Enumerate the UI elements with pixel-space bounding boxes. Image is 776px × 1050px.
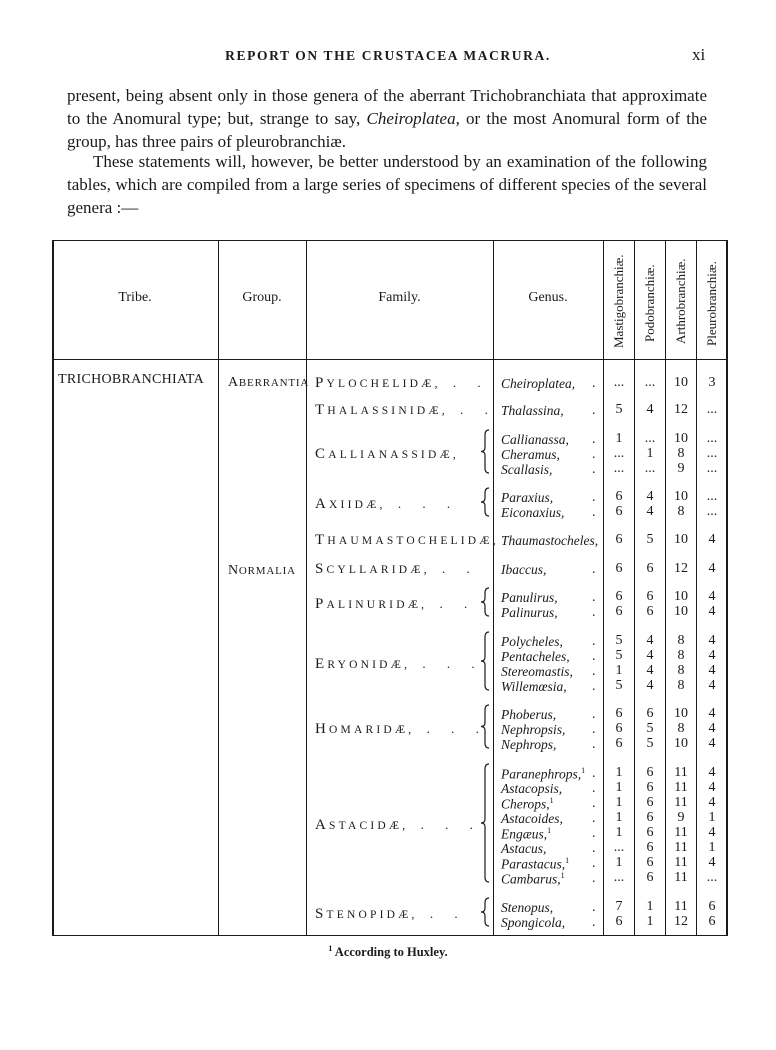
genus-text: Astacopsis, (501, 781, 563, 796)
value-mastigo: ... (613, 461, 625, 476)
value-podo: ... (644, 431, 656, 446)
family-astacidae (315, 817, 482, 834)
leader-dot: . (592, 841, 596, 856)
value-arthro: 9 (677, 461, 685, 476)
family-initial: P (315, 375, 327, 391)
footnote-ref: 1 (549, 796, 554, 805)
value-podo: 5 (646, 721, 654, 736)
genus-text: Callianassa, (501, 432, 569, 447)
value-pleuro: ... (706, 489, 718, 504)
value-pleuro: ... (706, 431, 718, 446)
leader-dot: . (592, 781, 596, 796)
header-tribe: Tribe. (118, 290, 152, 305)
value-podo: 6 (646, 810, 654, 825)
family-axiidae (315, 496, 459, 513)
genus-name (501, 447, 560, 463)
leader-dot: . (592, 737, 596, 752)
leader-dot: . (592, 826, 596, 841)
family-initial: S (315, 561, 327, 577)
family-rest: YLOCHELIDÆ, (326, 378, 441, 390)
value-mastigo: 1 (615, 765, 623, 780)
family-rest: RYONIDÆ, (327, 659, 411, 671)
leader-dot: . (592, 634, 596, 649)
value-mastigo: 1 (615, 431, 623, 446)
family-initial: A (315, 496, 330, 512)
value-pleuro: 4 (708, 561, 716, 576)
genus-name (501, 533, 598, 549)
value-podo: ... (644, 461, 656, 476)
value-arthro: 10 (674, 706, 688, 721)
leader-dots: . . (417, 906, 467, 921)
genus-name (501, 462, 552, 478)
value-arthro: 8 (677, 633, 685, 648)
value-mastigo: 1 (615, 855, 623, 870)
paragraph-2: These statements will, however, be better understood by an examination of the following tables, which are compiled from a large series of specimens of different species of the several genera :— (67, 152, 707, 217)
value-pleuro: 1 (708, 810, 716, 825)
header-family: Family. (378, 290, 421, 305)
curly-brace (480, 487, 490, 517)
genus-text: Stenopus, (501, 900, 554, 915)
value-mastigo: 1 (615, 663, 623, 678)
value-pleuro: 4 (708, 663, 716, 678)
family-initial: E (315, 656, 328, 672)
genus-text: Willemœsia, (501, 679, 567, 694)
value-podo: 1 (646, 899, 654, 914)
curly-brace (480, 704, 490, 749)
value-mastigo: 6 (615, 504, 623, 519)
value-pleuro: ... (706, 504, 718, 519)
value-podo: 6 (646, 604, 654, 619)
header-arthrobranchiae: Arthrobranchiæ. (673, 258, 688, 344)
genus-text: Polycheles, (501, 634, 563, 649)
value-mastigo: 1 (615, 780, 623, 795)
paragraph-1-part-a: present, being absent only in those genera of the aberrant Trichobranchiata that approximate to the Anomural type; but, strange to say, (67, 86, 707, 128)
family-rest: STACIDÆ, (329, 820, 409, 832)
value-podo: 6 (646, 840, 654, 855)
footnote-ref: 1 (565, 856, 570, 865)
genus-text: Cherops, (501, 796, 550, 812)
table-header-rule (52, 359, 727, 360)
family-thalassinidae (315, 402, 497, 419)
value-podo: 5 (646, 532, 654, 547)
value-podo: 4 (646, 648, 654, 663)
genus-text: Thalassina, (501, 403, 564, 418)
genus-name (501, 722, 565, 738)
family-thaumastochelidae (315, 532, 499, 549)
table-top-rule (52, 240, 727, 241)
value-mastigo: 6 (615, 736, 623, 751)
genus-name (501, 376, 575, 392)
genus-text: Engæus, (501, 826, 548, 842)
value-mastigo: ... (613, 446, 625, 461)
curly-brace (480, 897, 490, 927)
genus-name (501, 634, 563, 650)
group-initial: A (228, 375, 239, 390)
genus-text: Scallasis, (501, 462, 553, 477)
value-arthro: 8 (677, 648, 685, 663)
value-mastigo: 5 (615, 648, 623, 663)
family-palinuridae (315, 596, 476, 613)
genus-name (501, 664, 573, 680)
value-arthro: 8 (677, 504, 685, 519)
leader-dots: . . (447, 402, 497, 417)
leader-dot: . (592, 605, 596, 620)
genus-name (501, 811, 563, 827)
family-rest: OMARIDÆ, (329, 724, 415, 736)
value-arthro: 11 (674, 840, 688, 855)
genus-name (501, 562, 546, 578)
genus-text: Eiconaxius, (501, 505, 565, 520)
value-podo: 6 (646, 706, 654, 721)
value-arthro: 11 (674, 870, 688, 885)
leader-dots: . . (427, 596, 477, 611)
value-podo: 1 (646, 446, 654, 461)
footnote-ref: 1 (560, 871, 565, 880)
value-pleuro: 4 (708, 648, 716, 663)
value-pleuro: 4 (708, 604, 716, 619)
genus-name (501, 781, 562, 797)
value-pleuro: ... (706, 461, 718, 476)
page-number: xi (692, 45, 706, 64)
leader-dot: . (592, 679, 596, 694)
leader-dots: . . . (414, 721, 488, 736)
leader-dot: . (592, 766, 596, 781)
leader-dots: . . (429, 561, 479, 576)
leader-dot: . (592, 811, 596, 826)
value-arthro: 11 (674, 765, 688, 780)
family-initial: C (315, 446, 329, 462)
value-pleuro: 3 (708, 375, 716, 390)
genus-text: Astacus, (501, 841, 547, 856)
header-group: Group. (242, 290, 282, 305)
genus-text: Astacoides, (501, 811, 563, 826)
value-arthro: 8 (677, 663, 685, 678)
value-arthro: 11 (674, 899, 688, 914)
leader-dot: . (592, 796, 596, 811)
leader-dots: . . . (410, 656, 484, 671)
family-initial: T (315, 402, 328, 418)
gill-table (52, 240, 727, 937)
leader-dot: . (592, 490, 596, 505)
value-mastigo: ... (613, 870, 625, 885)
family-pylochelidae (315, 375, 490, 392)
leader-dot: . (592, 432, 596, 447)
leader-dot: . (592, 590, 596, 605)
value-podo: 6 (646, 561, 654, 576)
table-bottom-rule (52, 935, 727, 936)
leader-dot: . (592, 722, 596, 737)
footnote-marker: 1 (328, 944, 333, 953)
value-pleuro: 4 (708, 532, 716, 547)
genus-text: Thaumastocheles, (501, 533, 599, 548)
value-podo: 6 (646, 765, 654, 780)
family-callianassidae (315, 446, 459, 463)
genus-name (501, 900, 553, 916)
leader-dot: . (592, 915, 596, 930)
col-divider (306, 240, 307, 936)
leader-dots: . . . (385, 496, 460, 511)
genus-text: Nephrops, (501, 737, 557, 752)
leader-dot: . (592, 664, 596, 679)
footnote-ref: 1 (581, 766, 586, 775)
leader-dot: . (592, 649, 596, 664)
value-mastigo: 1 (615, 825, 623, 840)
value-mastigo: 6 (615, 914, 623, 929)
leader-dot: . (592, 462, 596, 477)
value-pleuro: ... (706, 402, 718, 417)
value-mastigo: 5 (615, 678, 623, 693)
family-initial: T (315, 532, 328, 548)
value-mastigo: 7 (615, 899, 623, 914)
paragraph-1 (67, 84, 707, 153)
family-rest: TENOPIDÆ, (326, 909, 418, 921)
running-title: REPORT ON THE CRUSTACEA MACRURA. (225, 48, 551, 63)
value-pleuro: 6 (708, 899, 716, 914)
value-pleuro: 4 (708, 589, 716, 604)
family-rest: CYLLARIDÆ, (326, 564, 430, 576)
value-arthro: 12 (674, 914, 688, 929)
genus-text: Cambarus, (501, 871, 561, 887)
value-mastigo: 5 (615, 633, 623, 648)
footnote-text: According to Huxley. (334, 945, 448, 960)
genus-text: Stereomastis, (501, 664, 573, 679)
value-pleuro: 4 (708, 855, 716, 870)
value-arthro: 12 (674, 402, 688, 417)
header-mastigobranchiae: Mastigobranchiæ. (611, 254, 626, 348)
value-arthro: 10 (674, 532, 688, 547)
family-scyllaridae (315, 561, 479, 578)
footnote (0, 944, 776, 960)
value-arthro: 8 (677, 721, 685, 736)
family-initial: H (315, 721, 330, 737)
family-initial: A (315, 817, 330, 833)
genus-name (501, 841, 546, 857)
value-podo: 6 (646, 870, 654, 885)
value-mastigo: 6 (615, 706, 623, 721)
curly-brace (480, 763, 490, 883)
value-arthro: 12 (674, 561, 688, 576)
genus-text: Spongicola, (501, 915, 566, 930)
value-pleuro: 4 (708, 736, 716, 751)
group-rest: BERRANTIA (238, 377, 310, 389)
family-rest: ALINURIDÆ, (326, 599, 428, 611)
value-arthro: 11 (674, 795, 688, 810)
group-rest: ORMALIA (238, 565, 296, 577)
value-podo: 4 (646, 489, 654, 504)
value-mastigo: 6 (615, 532, 623, 547)
genus-name (501, 707, 556, 723)
value-podo: 4 (646, 402, 654, 417)
family-rest: HALASSINIDÆ, (327, 405, 448, 417)
leader-dot: . (592, 403, 596, 418)
value-pleuro: 4 (708, 633, 716, 648)
value-pleuro: 4 (708, 765, 716, 780)
value-podo: 6 (646, 855, 654, 870)
leader-dots: . . . (408, 817, 482, 832)
value-podo: 5 (646, 736, 654, 751)
genus-name (501, 432, 569, 448)
paragraph-1-genus: Cheiroplatea, (366, 109, 460, 128)
genus-text: Paranephrops, (501, 766, 582, 782)
genus-name (501, 737, 556, 753)
leader-dot: . (592, 871, 596, 886)
paragraph-1-part-b: or the most Anomural form of the group, has three pairs of pleurobranchiæ. (67, 109, 708, 151)
group-normalia (228, 563, 296, 579)
value-arthro: 10 (674, 375, 688, 390)
genus-text: Nephropsis, (501, 722, 566, 737)
value-arthro: 8 (677, 678, 685, 693)
value-arthro: 10 (674, 736, 688, 751)
value-pleuro: 4 (708, 825, 716, 840)
genus-name (501, 505, 564, 521)
leader-dot: . (592, 562, 596, 577)
leader-dot: . (592, 447, 596, 462)
value-mastigo: 1 (615, 795, 623, 810)
value-pleuro: 4 (708, 795, 716, 810)
value-pleuro: 4 (708, 780, 716, 795)
family-initial: P (315, 596, 327, 612)
value-pleuro: 4 (708, 678, 716, 693)
genus-text: Phoberus, (501, 707, 557, 722)
genus-name (501, 590, 558, 606)
value-pleuro: 4 (708, 706, 716, 721)
leader-dot: . (592, 856, 596, 871)
leader-dots: . . (440, 375, 490, 390)
table-left-border (52, 240, 54, 936)
genus-name (501, 915, 565, 931)
value-pleuro: 4 (708, 721, 716, 736)
header-pleurobranchiae: Pleurobranchiæ. (704, 261, 719, 346)
value-podo: 4 (646, 633, 654, 648)
value-arthro: 9 (677, 810, 685, 825)
genus-text: Parastacus, (501, 856, 566, 872)
curly-brace (480, 587, 490, 617)
header-genus: Genus. (528, 290, 568, 305)
value-mastigo: 6 (615, 589, 623, 604)
value-podo: 4 (646, 504, 654, 519)
family-eryonidae (315, 656, 484, 673)
value-arthro: 11 (674, 855, 688, 870)
genus-text: Cheiroplatea, (501, 376, 576, 391)
value-podo: 4 (646, 663, 654, 678)
value-arthro: 10 (674, 431, 688, 446)
genus-text: Palinurus, (501, 605, 558, 620)
genus-text: Pentacheles, (501, 649, 570, 664)
group-initial: N (228, 563, 239, 578)
col-divider (218, 240, 219, 936)
value-mastigo: 6 (615, 489, 623, 504)
value-mastigo: 6 (615, 721, 623, 736)
value-podo: 4 (646, 678, 654, 693)
value-podo: 6 (646, 780, 654, 795)
value-mastigo: ... (613, 840, 625, 855)
family-stenopidae (315, 906, 467, 923)
curly-brace (480, 631, 490, 691)
value-arthro: 11 (674, 825, 688, 840)
footnote-ref: 1 (547, 826, 552, 835)
genus-text: Panulirus, (501, 590, 558, 605)
value-mastigo: ... (613, 375, 625, 390)
value-pleuro: ... (706, 446, 718, 461)
genus-name (501, 679, 567, 695)
tribe-name: TRICHOBRANCHIATA (58, 372, 205, 387)
value-podo: 6 (646, 589, 654, 604)
genus-name (501, 403, 564, 419)
value-podo: 1 (646, 914, 654, 929)
leader-dot: . (592, 707, 596, 722)
value-podo: 6 (646, 825, 654, 840)
curly-brace (480, 429, 490, 474)
genus-text: Paraxius, (501, 490, 554, 505)
value-mastigo: 6 (615, 604, 623, 619)
value-arthro: 10 (674, 489, 688, 504)
genus-name (501, 649, 570, 665)
value-pleuro: 1 (708, 840, 716, 855)
family-rest: HAUMASTOCHELIDÆ, (327, 535, 499, 547)
family-initial: S (315, 906, 327, 922)
value-pleuro: ... (706, 870, 718, 885)
value-podo: 6 (646, 795, 654, 810)
value-arthro: 8 (677, 446, 685, 461)
genus-name (501, 490, 553, 506)
value-arthro: 10 (674, 604, 688, 619)
header-podobranchiae: Podobranchiæ. (642, 264, 657, 342)
leader-dot: . (592, 505, 596, 520)
genus-text: Cheramus, (501, 447, 560, 462)
family-rest: ALLIANASSIDÆ, (328, 449, 459, 461)
col-divider (493, 240, 494, 936)
value-mastigo: 5 (615, 402, 623, 417)
leader-dot: . (592, 900, 596, 915)
value-pleuro: 6 (708, 914, 716, 929)
group-aberrantia (228, 375, 309, 391)
genus-text: Ibaccus, (501, 562, 547, 577)
value-mastigo: 1 (615, 810, 623, 825)
genus-name (501, 605, 558, 621)
value-podo: ... (644, 375, 656, 390)
value-arthro: 10 (674, 589, 688, 604)
value-mastigo: 6 (615, 561, 623, 576)
genus-name (501, 871, 565, 888)
family-rest: XIIDÆ, (329, 499, 386, 511)
family-homaridae (315, 721, 488, 738)
leader-dot: . (592, 376, 596, 391)
value-arthro: 11 (674, 780, 688, 795)
